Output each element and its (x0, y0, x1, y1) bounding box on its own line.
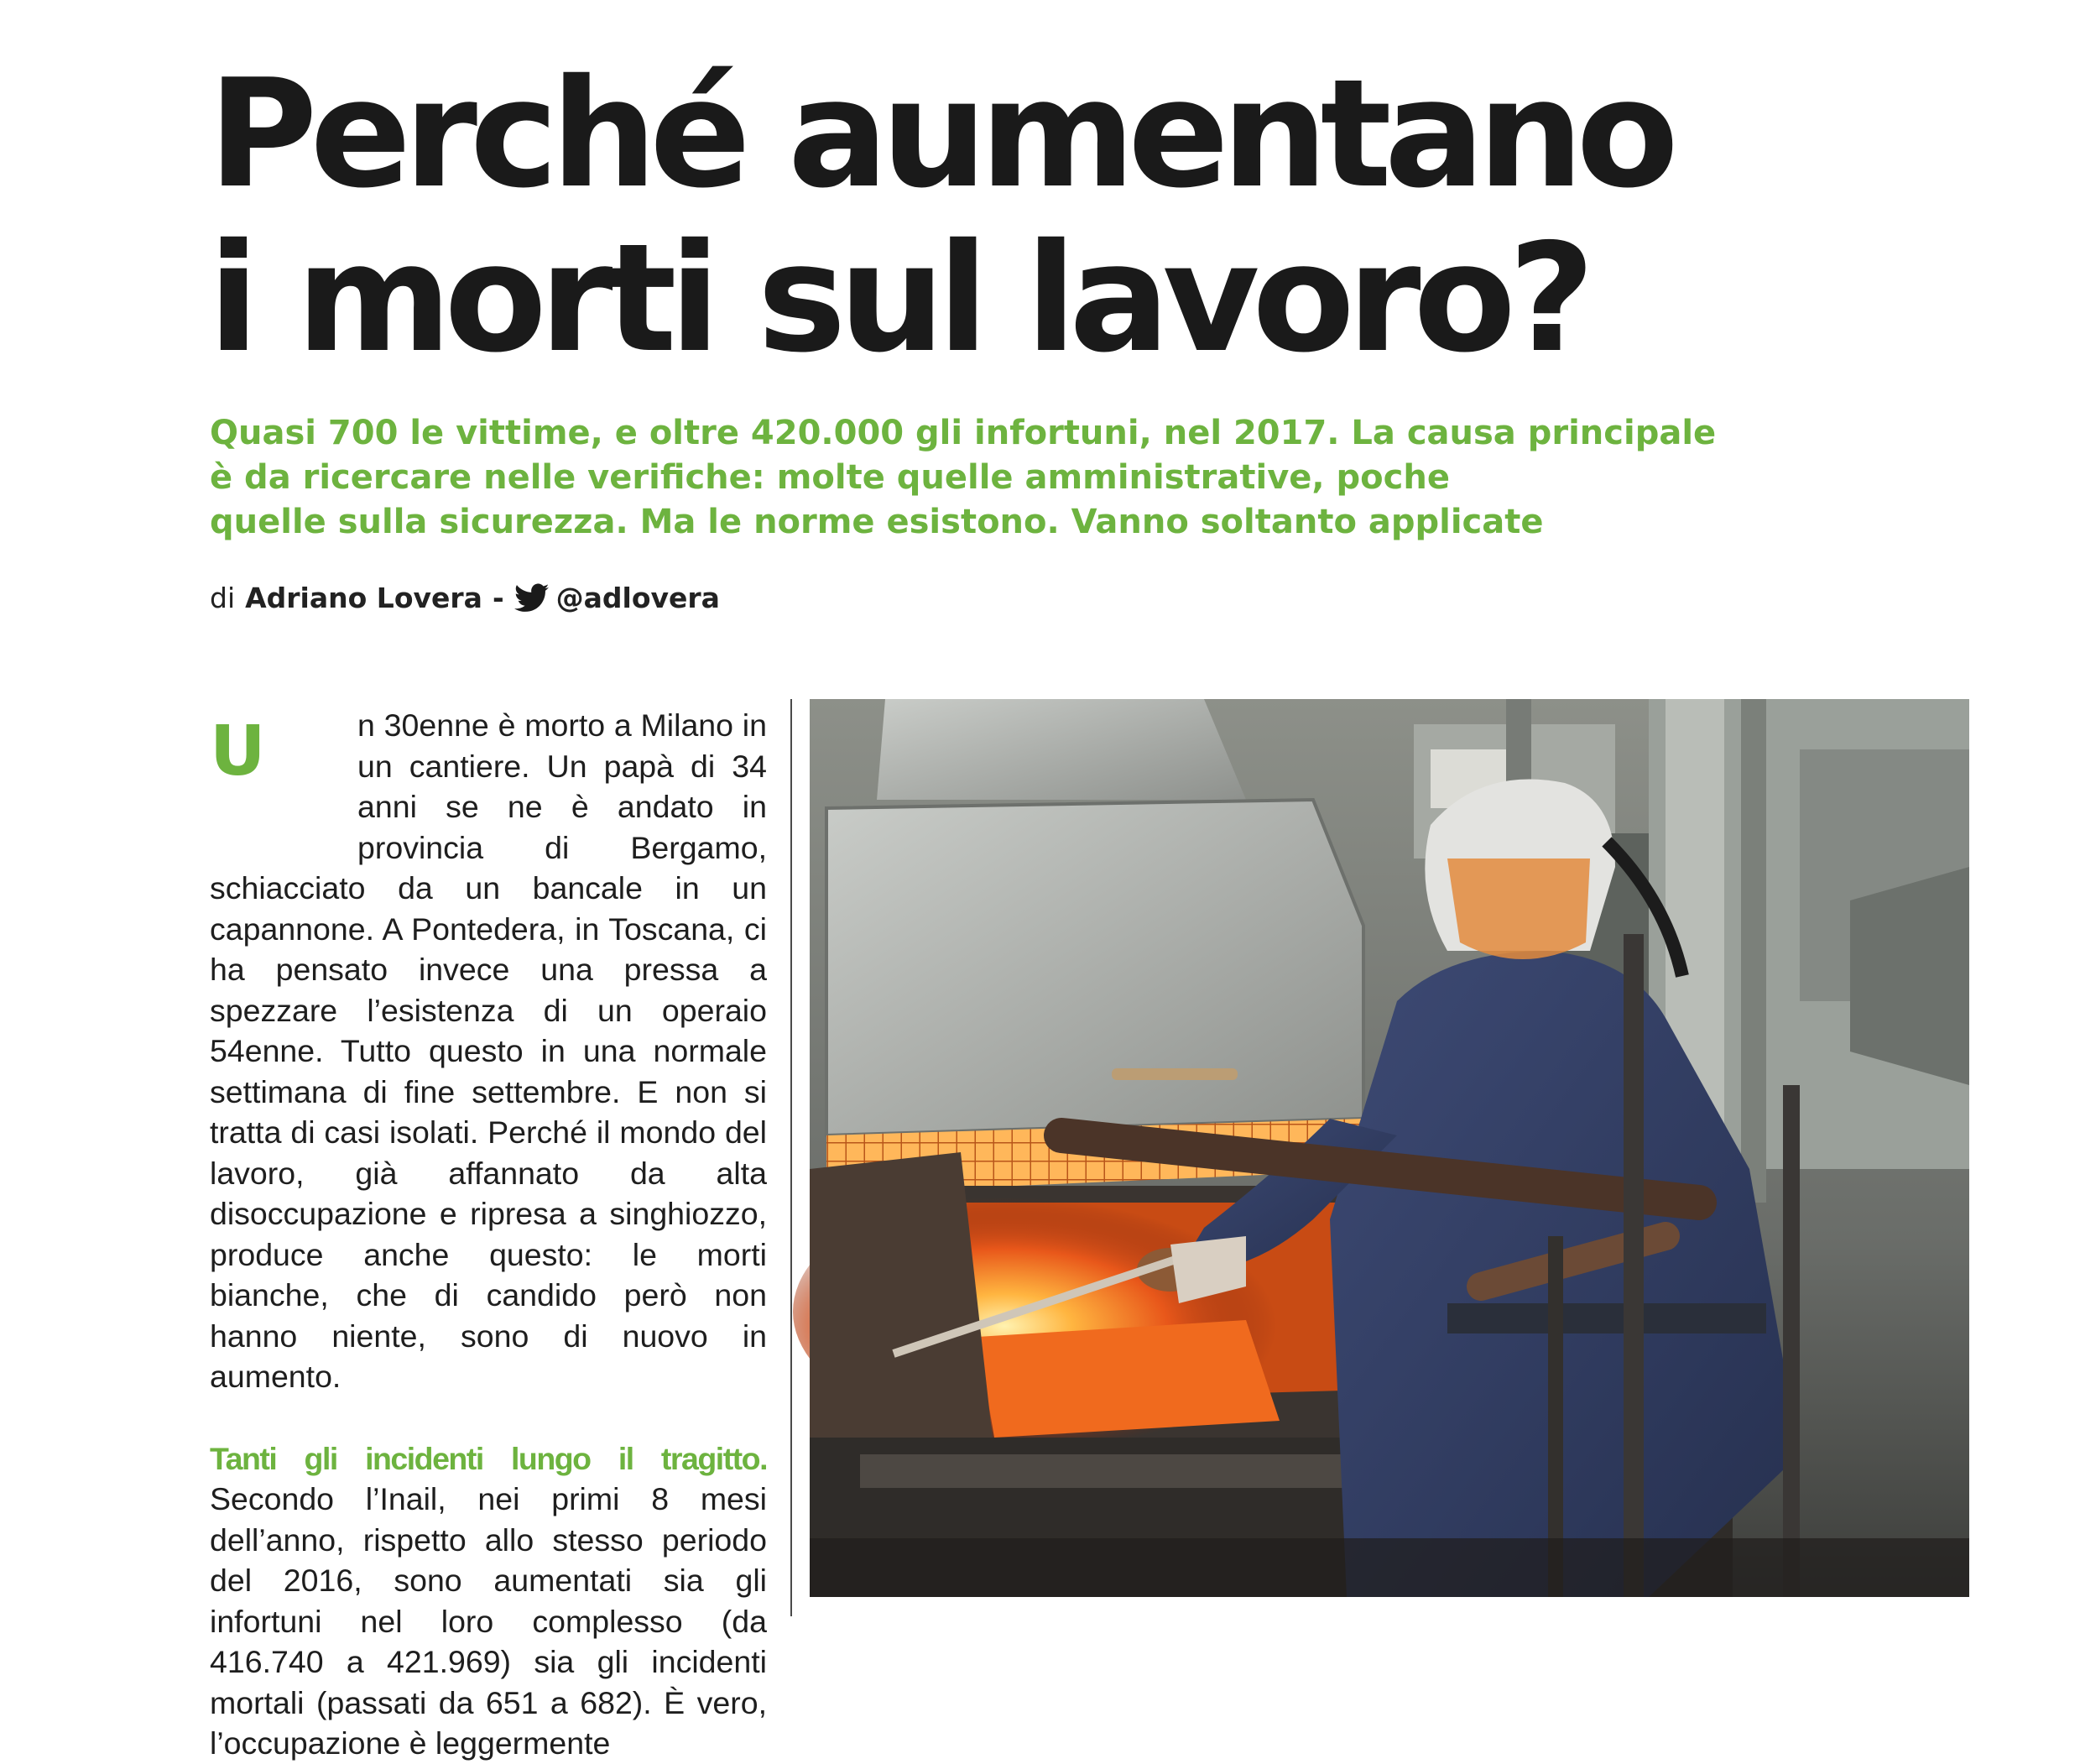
subheadline-line-2: è da ricercare nelle verifiche: molte quelle amministrative, poche (210, 458, 1450, 497)
headline (208, 47, 1671, 385)
paragraph-gap (210, 1397, 767, 1438)
drop-cap: U (210, 712, 266, 791)
twitter-bird-icon (514, 583, 550, 613)
section-lead-in: Tanti gli incidenti lungo il tragitto. (210, 1440, 767, 1476)
subheadline-line-1: Quasi 700 le vittime, e oltre 420.000 gli infortuni, nel 2017. La causa principale (210, 414, 1717, 452)
body-paragraph-2-text: Secondo l’Inail, nei primi 8 mesi dell’anno, rispetto allo stesso periodo del 2016, sono aumentati sia gli infortuni nel loro complesso (da 416.740 a 421.969) sia gli incidenti mortali (passati da 651 a 682). È vero, l’occupazione è leggermente (210, 1481, 767, 1761)
foundry-worker-photo (810, 699, 1969, 1597)
photo-illustration (810, 699, 1969, 1597)
subheadline-line-3: quelle sulla sicurezza. Ma le norme esistono. Vanno soltanto applicate (210, 503, 1544, 541)
twitter-handle[interactable]: @adlovera (555, 582, 720, 614)
article-body-column (210, 705, 767, 1761)
author-name: Adriano Lovera (245, 582, 482, 614)
byline-separator: - (492, 582, 504, 614)
byline-prefix: di (210, 582, 236, 614)
headline-line-1: Perché aumentano (208, 47, 1671, 221)
column-divider (790, 699, 792, 1616)
headline-line-2: i morti sul lavoro? (208, 211, 1588, 385)
body-paragraph-2 (210, 1438, 767, 1764)
subheadline (210, 411, 1720, 545)
byline (210, 582, 720, 615)
body-paragraph-1: n 30enne è morto a Milano in un cantiere. Un papà di 34 anni se ne è andato in provincia di Bergamo, schiacciato da un bancale in un capannone. A Pontedera, in Toscana, ci ha pensato invece una pressa a spezzare l’esistenza di un operaio 54enne. Tutto questo in una normale settimana di fine settembre. E non si tratta di casi isolati. Perché il mondo del lavoro, già affannato da alta disoccupazione e ripresa a singhiozzo, produce anche questo: le morti bianche, che di candido però non hanno niente, sono di nuovo in aumento. (210, 707, 767, 1394)
